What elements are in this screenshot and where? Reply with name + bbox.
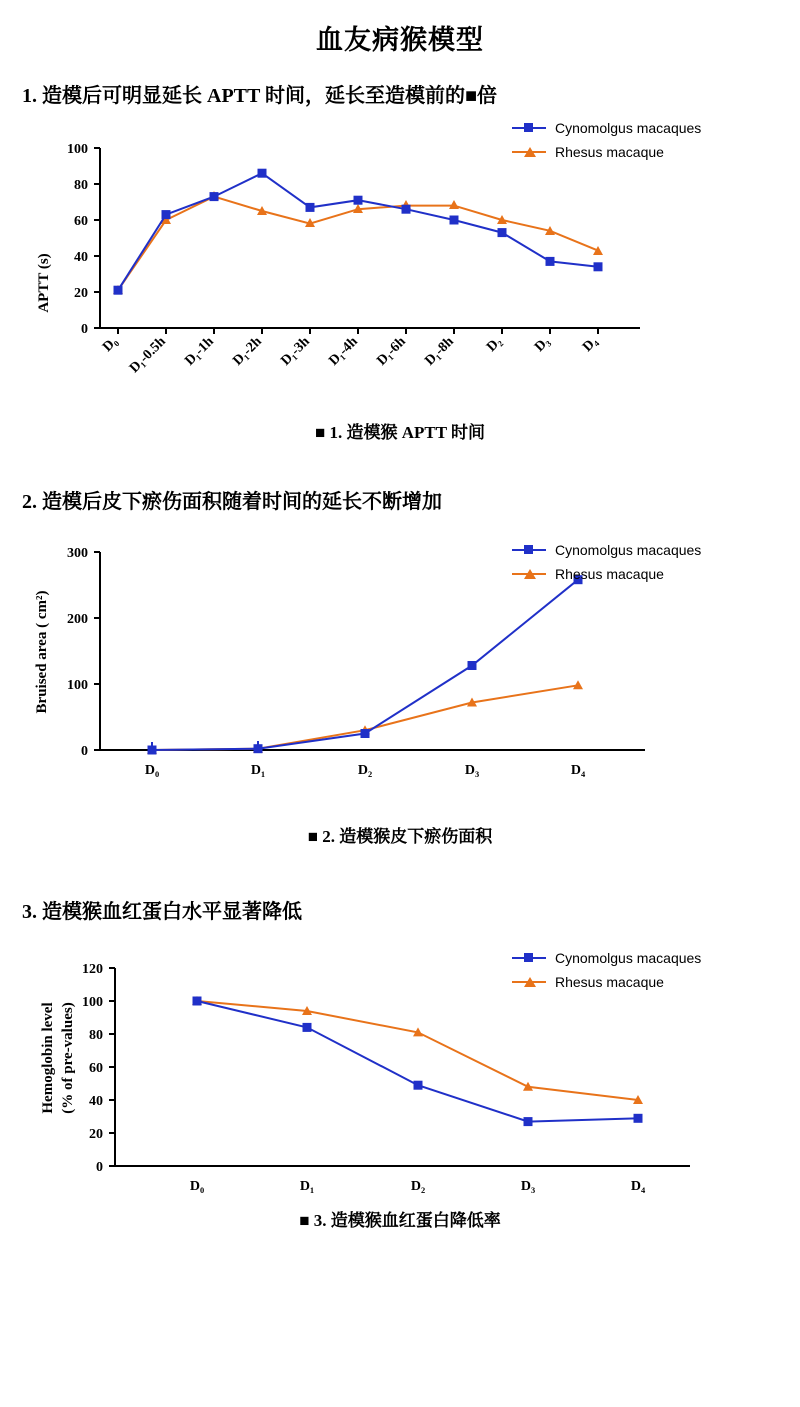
legend-swatch-triangle-icon [512,981,546,983]
legend-label-rhesus: Rhesus macaque [555,144,664,160]
svg-text:120: 120 [82,962,103,977]
legend-item-rhesus [512,144,701,160]
legend-swatch-square-icon [512,549,546,551]
legend-swatch-triangle-icon [512,151,546,153]
legend-item-rhesus [512,974,701,990]
svg-text:200: 200 [67,612,88,627]
section-heading-2: 2. 造模后皮下瘀伤面积随着时间的延长不断增加 [22,491,442,513]
series-cynomolgus-markers [114,169,603,295]
y-axis-label-line1: Hemoglobin level [40,1002,56,1114]
svg-text:D₁-6h: D₁-6h [374,334,409,369]
legend-item-cynomolgus [512,950,701,966]
svg-text:D₁-2h: D₁-2h [230,334,265,369]
figure-caption-1: ■ 1. 造模猴 APTT 时间 [314,423,486,442]
figure-caption-3: ■ 3. 造模猴血红蛋白降低率 [299,1211,501,1230]
svg-text:20: 20 [74,286,88,301]
legend-label-cynomolgus: Cynomolgus macaques [555,950,702,966]
x-ticks [145,763,586,778]
chart-1 [0,108,800,408]
svg-text:0: 0 [81,744,88,759]
y-axis-label: Bruised area ( cm²) [34,590,50,714]
svg-text:D₀: D₀ [189,1179,205,1194]
svg-text:60: 60 [74,214,88,229]
svg-text:100: 100 [82,995,103,1010]
svg-text:D₁-0.5h: D₁-0.5h [126,334,169,377]
y-axis-label-line2: (% of pre-values) [60,1002,76,1114]
svg-text:D₄: D₄ [580,334,601,355]
legend-item-rhesus [512,566,701,582]
svg-text:80: 80 [89,1028,103,1043]
svg-text:D₃: D₃ [532,334,553,355]
svg-text:40: 40 [89,1094,103,1109]
svg-text:100: 100 [67,678,88,693]
svg-text:D₂: D₂ [410,1179,426,1194]
chart-3 [0,938,800,1198]
legend-label-rhesus: Rhesus macaque [555,566,664,582]
x-ticks [100,328,601,376]
chart-2 [0,532,800,802]
svg-text:D₃: D₃ [464,763,480,778]
page-title: 血友病猴模型 [316,25,484,55]
svg-text:D₄: D₄ [630,1179,646,1194]
section-heading-3: 3. 造模猴血红蛋白水平显著降低 [22,901,302,923]
svg-text:20: 20 [89,1127,103,1142]
chart-3-legend [512,950,701,998]
svg-text:D₁-3h: D₁-3h [278,334,313,369]
svg-text:D₁-4h: D₁-4h [326,334,361,369]
legend-swatch-square-icon [512,127,546,129]
svg-text:D₀: D₀ [100,334,121,355]
legend-swatch-triangle-icon [512,573,546,575]
legend-label-rhesus: Rhesus macaque [555,974,664,990]
x-ticks [190,1179,646,1194]
svg-text:300: 300 [67,546,88,561]
legend-label-cynomolgus: Cynomolgus macaques [555,542,702,558]
series-rhesus-line [152,685,578,750]
svg-text:D₂: D₂ [484,334,505,355]
y-ticks [82,962,115,1175]
svg-text:D₁-1h: D₁-1h [182,334,217,369]
legend-label-cynomolgus: Cynomolgus macaques [555,120,702,136]
svg-text:40: 40 [74,250,88,265]
figure-caption-2: ■ 2. 造模猴皮下瘀伤面积 [307,827,493,846]
svg-text:D₁: D₁ [299,1179,315,1194]
y-axis-label: APTT (s) [36,253,52,313]
svg-text:80: 80 [74,178,88,193]
series-cynomolgus-line [152,580,578,750]
series-rhesus-markers [147,680,583,754]
svg-text:60: 60 [89,1061,103,1076]
chart-1-legend [512,120,701,168]
svg-text:D₁: D₁ [250,763,266,778]
svg-text:D₄: D₄ [570,763,586,778]
svg-text:D₃: D₃ [520,1179,536,1194]
chart-2-legend [512,542,701,590]
legend-item-cynomolgus [512,542,701,558]
legend-swatch-square-icon [512,957,546,959]
svg-text:D₁-8h: D₁-8h [422,334,457,369]
svg-text:0: 0 [96,1160,103,1175]
svg-text:100: 100 [67,142,88,157]
svg-text:D₂: D₂ [357,763,373,778]
section-heading-1: 1. 造模后可明显延长 APTT 时间，延长至造模前的■倍 [22,85,498,107]
svg-text:D₀: D₀ [144,763,160,778]
y-ticks [67,546,100,759]
y-ticks [67,142,100,337]
series-cynomolgus-line [118,173,598,290]
svg-text:0: 0 [81,322,88,337]
legend-item-cynomolgus [512,120,701,136]
series-cynomolgus-line [197,1001,638,1122]
